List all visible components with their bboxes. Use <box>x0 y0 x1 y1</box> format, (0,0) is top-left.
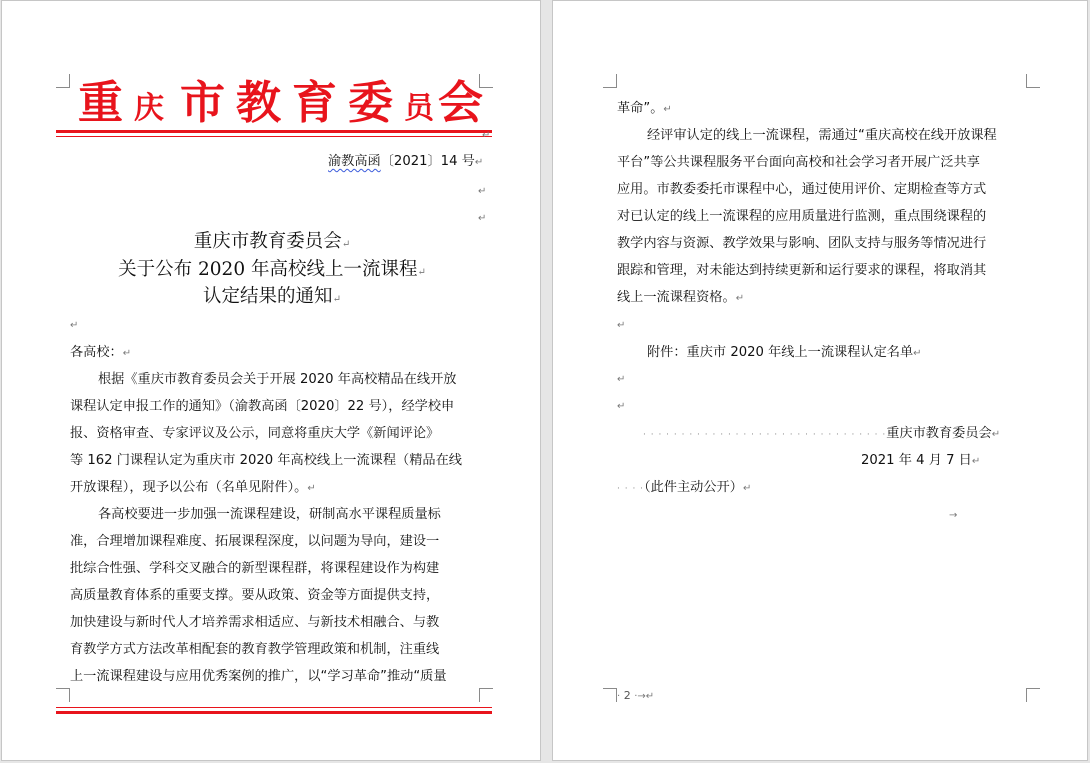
document-number-rest: 〔2021〕14 号 <box>380 154 475 169</box>
paragraph-mark: ↵ <box>913 348 922 359</box>
body-line: 应用。市教委委托市课程中心，通过使用评价、定期检查等方式 <box>617 182 987 197</box>
body-line: 报、资格审查、专家评议及公示，同意将重庆大学《新闻评论》 <box>70 426 440 441</box>
page-number-dash: · <box>617 691 621 702</box>
document-page-2 <box>552 0 1088 761</box>
salutation-text: 各高校： <box>70 345 123 360</box>
paragraph-mark: ↵ <box>474 157 484 168</box>
title-text: 认定结果的通知 <box>203 286 333 307</box>
footer-red-line-thick <box>56 711 492 714</box>
body-line <box>617 289 744 308</box>
body-line: 加快建设与新时代人才培养需求相适应、与新技术相融合、与教 <box>70 615 440 630</box>
title-text: 关于公布 2020 年高校线上一流课程 <box>118 259 418 280</box>
paragraph-mark: ↵ <box>478 213 487 224</box>
body-line: 跟踪和管理，对未能达到持续更新和运行要求的课程，将取消其 <box>617 263 987 278</box>
body-line: 上一流课程建设与应用优秀案例的推广，以“学习革命”推动“质量 <box>70 669 447 684</box>
body-line: 批综合性强、学科交叉融合的新型课程群，将课程建设作为构建 <box>70 561 440 576</box>
signature-date-line <box>861 452 980 471</box>
masthead-char: 庆 <box>134 91 164 126</box>
body-line <box>617 100 672 119</box>
body-line-text: 革命”。 <box>617 101 664 116</box>
body-line: 等 162 门课程认定为重庆市 2020 年高校线上一流课程（精品在线 <box>70 453 462 468</box>
notice-title-line <box>2 257 542 286</box>
paragraph-mark: ↵ <box>617 320 626 331</box>
crop-mark-bottom-right <box>1026 688 1040 702</box>
page-number-footer <box>617 687 654 706</box>
tab-leader-dots: · · · · <box>617 484 645 494</box>
paragraph-mark: ↵ <box>70 320 79 331</box>
body-line: 准，合理增加课程难度、拓展课程深度，以问题为导向，建设一 <box>70 534 440 549</box>
paragraph-mark: ↵ <box>307 483 316 494</box>
page-number: 2 <box>623 689 631 702</box>
masthead-char: 教 <box>236 76 282 129</box>
page-number-dash: ·→ <box>634 691 646 702</box>
paragraph-mark: ↵ <box>122 348 132 359</box>
body-line: 经评审认定的线上一流课程，需通过“重庆高校在线开放课程 <box>647 128 997 143</box>
masthead-char: 重 <box>78 76 124 129</box>
crop-mark-bottom-left <box>56 688 70 702</box>
paragraph-mark: ↵ <box>735 293 745 304</box>
signature-org: 重庆市教育委员会 <box>886 426 992 441</box>
masthead-char: 市 <box>180 76 226 129</box>
masthead-char: 会 <box>438 76 484 129</box>
tab-arrow-mark: → <box>949 510 958 521</box>
red-masthead <box>56 77 492 129</box>
crop-mark-bottom-left <box>603 688 617 702</box>
attachment-text: 附件：重庆市 2020 年线上一流课程认定名单 <box>647 345 914 360</box>
body-line: 对已认定的线上一流课程的应用质量进行监测，重点围绕课程的 <box>617 209 987 224</box>
masthead-char: 育 <box>292 76 338 129</box>
paragraph-mark: ↵ <box>617 374 626 385</box>
body-line: 教学内容与资源、教学效果与影响、团队支持与服务等情况进行 <box>617 236 987 251</box>
notice-title-line <box>2 284 542 313</box>
body-line: 育教学方式方法改革相配套的教育教学管理政策和机制，注重线 <box>70 642 440 657</box>
body-line-text: 线上一流课程资格。 <box>617 290 736 305</box>
footer-red-line-thin <box>56 707 492 708</box>
paragraph-mark: ↵ <box>742 483 752 494</box>
paragraph-mark: ↵ <box>617 401 626 412</box>
body-line: 课程认定申报工作的通知》（渝教高函〔2020〕22 号），经学校申 <box>70 399 455 414</box>
document-number <box>328 153 483 172</box>
body-line-text: 开放课程），现予以公布（名单见附件）。 <box>70 480 308 495</box>
paragraph-mark: ↵ <box>417 267 426 278</box>
crop-mark-bottom-right <box>479 688 493 702</box>
body-line: 平台”等公共课程服务平台面向高校和社会学习者开展广泛共享 <box>617 155 980 170</box>
salutation <box>70 344 131 363</box>
paragraph-mark: ↵ <box>991 429 1001 440</box>
tab-leader-dots: · · · · · · · · · · · · · · · · · · · · · · · · · · · · · · · · <box>643 430 887 440</box>
body-line: 高质量教育体系的重要支撑。要从政策、资金等方面提供支持， <box>70 588 440 603</box>
document-number-prefix: 渝教高函 <box>328 154 381 169</box>
signature-date: 2021 年 4 月 7 日 <box>861 453 972 468</box>
paragraph-mark: ↵ <box>645 691 655 702</box>
title-text: 重庆市教育委员会 <box>193 231 342 252</box>
paragraph-mark: ↵ <box>341 239 351 250</box>
paragraph-mark: ↵ <box>482 130 491 141</box>
crop-mark-top-left <box>603 74 617 88</box>
paragraph-mark: ↵ <box>663 104 672 115</box>
masthead-red-line-thick <box>56 130 492 133</box>
disclosure-text: （此件主动公开） <box>644 480 743 495</box>
body-line <box>70 479 316 498</box>
masthead-red-line-thin <box>56 136 492 137</box>
attachment-line <box>647 344 922 363</box>
masthead-char: 员 <box>404 91 434 126</box>
document-page-1 <box>1 0 541 761</box>
paragraph-mark: ↵ <box>478 186 487 197</box>
paragraph-mark: ↵ <box>332 294 341 305</box>
masthead-char: 委 <box>348 76 394 129</box>
crop-mark-top-right <box>1026 74 1040 88</box>
body-line: 根据《重庆市教育委员会关于开展 2020 年高校精品在线开放 <box>98 372 457 387</box>
paragraph-mark: ↵ <box>971 456 981 467</box>
signature-org-line <box>643 425 1000 444</box>
disclosure-line <box>617 479 751 498</box>
notice-title-line <box>2 229 542 258</box>
body-line: 各高校要进一步加强一流课程建设，研制高水平课程质量标 <box>98 507 441 522</box>
